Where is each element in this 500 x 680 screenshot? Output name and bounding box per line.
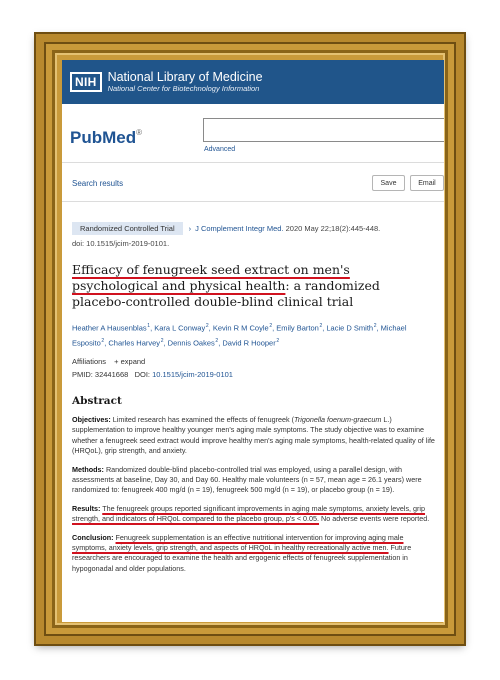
results-toolbar <box>62 163 444 201</box>
conclusion-label: Conclusion: <box>72 532 114 542</box>
expand-affiliations-button[interactable]: + expand <box>114 357 146 366</box>
abstract-results <box>72 504 436 525</box>
affiliation-sup[interactable]: 2 <box>373 323 377 329</box>
title-rest: : a randomized placebo-controlled double-blind clinical trial <box>72 278 380 309</box>
citation <box>195 224 380 233</box>
nih-title[interactable]: National Library of Medicine <box>107 70 263 84</box>
affiliation-sup[interactable]: 2 <box>160 337 164 344</box>
author-list: Heather A Hausenblas $^1$, Kara L Conway $^2$, Kevin R M Coyle $^2$, Emily Barton $^2$, Lacie D Smith $^2$, Michael Esposito $^2$, Charles Harvey $^2$, Dennis Oakes $^2$, David R Hooper $^2$ <box>72 323 407 347</box>
objectives-text-a: Limited research has examined the effects of fenugreek ( <box>112 415 295 424</box>
pubmed-logo[interactable] <box>70 128 142 148</box>
conclusion-rest: Future researchers are encouraged to examine the health and ergogenic effects of fenugreek supplementation in hypogonadal and older populations. <box>72 543 412 573</box>
article <box>62 202 444 574</box>
species-name: Trigonella foenum-graecum <box>294 415 382 424</box>
affiliations-label: Affiliations <box>72 357 107 366</box>
pubmed-page <box>62 60 444 622</box>
abstract-conclusion <box>72 533 436 575</box>
email-button[interactable]: Email <box>410 175 444 191</box>
affiliation-sup[interactable]: 2 <box>269 323 273 329</box>
affiliation-sup[interactable]: 2 <box>101 337 105 344</box>
nih-logo-icon[interactable]: NIH <box>70 72 102 92</box>
search-input[interactable] <box>203 118 444 142</box>
title-underlined-1: Efficacy of fenugreek seed extract on men's <box>72 262 350 277</box>
affiliations-row <box>72 357 436 366</box>
methods-label: Methods: <box>72 464 104 474</box>
article-ids <box>72 370 436 379</box>
pubmed-logo-med: Med <box>102 128 137 147</box>
publication-type-badge[interactable]: Randomized Controlled Trial <box>72 222 183 235</box>
results-underlined: The fenugreek groups reported significant improvements in aging male symptoms, anxiety levels, grip strength, and indicators of HRQoL compared to the placebo group, p's < 0.05. <box>72 503 426 524</box>
pmid: PMID: 32441668 <box>72 370 129 379</box>
pubmed-logo-pub: Pub <box>70 128 103 147</box>
advanced-search-link[interactable]: Advanced <box>204 146 236 153</box>
affiliation-sup[interactable]: 1 <box>147 323 151 329</box>
doi-label: DOI: <box>134 370 150 379</box>
nih-banner[interactable] <box>62 60 444 104</box>
author-link[interactable]: Heather A Hausenblas <box>72 323 147 333</box>
author-link[interactable]: Charles Harvey <box>108 338 161 347</box>
citation-details: 2020 May 22;18(2):445-448. <box>285 224 381 233</box>
affiliation-sup[interactable]: 2 <box>276 337 280 344</box>
doi-line: doi: 10.1515/jcim-2019-0101. <box>72 239 170 248</box>
author-link[interactable]: Lacie D Smith <box>326 323 374 333</box>
article-title <box>72 262 436 310</box>
methods-text: Randomized double-blind placebo-controlled trial was employed, using a parallel design, with assessments at baseline, Day 30, and Day 60. Healthy male volunteers (n = 57, mean age = 26.1 years) were randomized to: fenugreek 400 mg/d (n = 19), fenugreek 500 mg/d (n = 19), or placebo group (n = 19). <box>72 464 422 495</box>
objectives-label: Objectives: <box>72 415 111 424</box>
registered-mark: ® <box>136 128 143 137</box>
abstract-methods <box>72 465 436 496</box>
affiliation-sup[interactable]: 2 <box>319 323 323 329</box>
abstract-heading: Abstract <box>72 395 122 407</box>
author-link[interactable]: Kevin R M Coyle <box>212 323 269 333</box>
save-button[interactable]: Save <box>372 175 405 191</box>
nih-banner-text <box>108 70 263 94</box>
author-link[interactable]: Kara L Conway <box>154 323 206 333</box>
conclusion-underlined: Fenugreek supplementation is an effective nutritional intervention for improving aging male symptoms, anxiety levels, grip strength, and aspects of HRQoL in healthy recreationally active men. <box>72 532 404 553</box>
journal-link[interactable]: J Complement Integr Med. <box>195 224 284 233</box>
search-results-link[interactable]: Search results <box>72 179 124 188</box>
author-link[interactable]: Dennis Oakes <box>167 338 215 347</box>
pubmed-header <box>62 104 444 162</box>
title-underlined-2: psychological and physical health <box>72 278 286 293</box>
author-link[interactable]: David R Hooper <box>222 338 276 347</box>
objectives-text-b: L.) supplementation to improve healthy younger men's aging male symptoms. The study objective was to examine whether a fenugreek seed extract would improve healthy men's aging male symptoms, health-related quality of life (HRQoL), grip strength, and anxiety. <box>72 415 435 456</box>
article-meta <box>72 222 436 235</box>
author-link[interactable]: Michael Esposito <box>72 323 407 347</box>
abstract-objectives <box>72 415 436 457</box>
chevron-right-icon: › <box>188 224 192 233</box>
nih-subtitle: National Center for Biotechnology Information <box>107 84 260 93</box>
results-label: Results: <box>72 503 101 513</box>
doi-link[interactable]: 10.1515/jcim-2019-0101 <box>152 370 233 379</box>
results-rest: No adverse events were reported. <box>319 514 430 524</box>
affiliation-sup[interactable]: 2 <box>215 337 219 344</box>
author-link[interactable]: Emily Barton <box>276 323 319 333</box>
affiliation-sup[interactable]: 2 <box>205 323 209 329</box>
